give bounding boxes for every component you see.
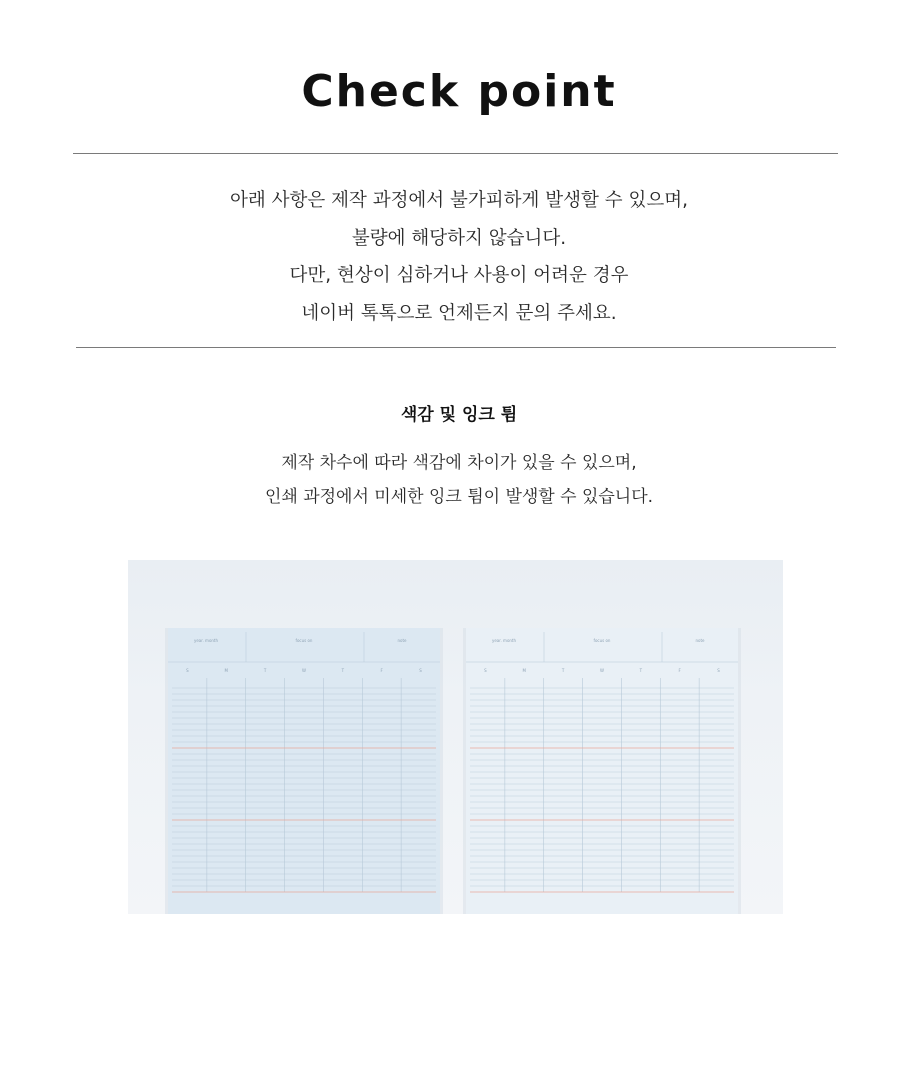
- day-label: M: [522, 668, 527, 673]
- notice-line: 네이버 톡톡으로 언제든지 문의 주세요.: [301, 302, 617, 324]
- day-label: M: [224, 668, 229, 673]
- day-label: S: [717, 668, 720, 673]
- day-label: F: [678, 668, 681, 673]
- header-left-label: year. month: [193, 638, 219, 643]
- header-left-label: year. month: [491, 638, 517, 643]
- day-label: W: [302, 668, 306, 673]
- bottom-divider: [76, 347, 836, 348]
- section-line: 제작 차수에 따라 색감에 차이가 있을 수 있으며,: [281, 453, 637, 473]
- day-label: T: [263, 668, 267, 673]
- section-body: [0, 446, 918, 514]
- page-title: Check point: [301, 66, 617, 117]
- header-mid-label: focus on: [295, 638, 313, 643]
- product-photo: [128, 560, 783, 914]
- header-right-label: note: [397, 638, 407, 643]
- day-label: T: [341, 668, 345, 673]
- day-label: S: [186, 668, 189, 673]
- day-label: W: [600, 668, 604, 673]
- notice-line: 아래 사항은 제작 과정에서 불가피하게 발생할 수 있으며,: [229, 190, 689, 211]
- top-divider: [73, 153, 838, 154]
- notice-line: 불량에 해당하지 않습니다.: [351, 227, 567, 249]
- day-label: T: [561, 668, 565, 673]
- day-label: F: [380, 668, 383, 673]
- header-mid-label: focus on: [593, 638, 611, 643]
- section-line: 인쇄 과정에서 미세한 잉크 튐이 발생할 수 있습니다.: [264, 487, 654, 507]
- section-title: 색감 및 잉크 튐: [400, 405, 518, 425]
- day-label: S: [419, 668, 422, 673]
- notice-line: 다만, 현상이 심하거나 사용이 어려운 경우: [289, 265, 629, 286]
- day-label: S: [484, 668, 487, 673]
- header-right-label: note: [695, 638, 705, 643]
- notice-text: [0, 182, 918, 332]
- day-label: T: [639, 668, 643, 673]
- planner-sheets-illustration: [128, 560, 783, 914]
